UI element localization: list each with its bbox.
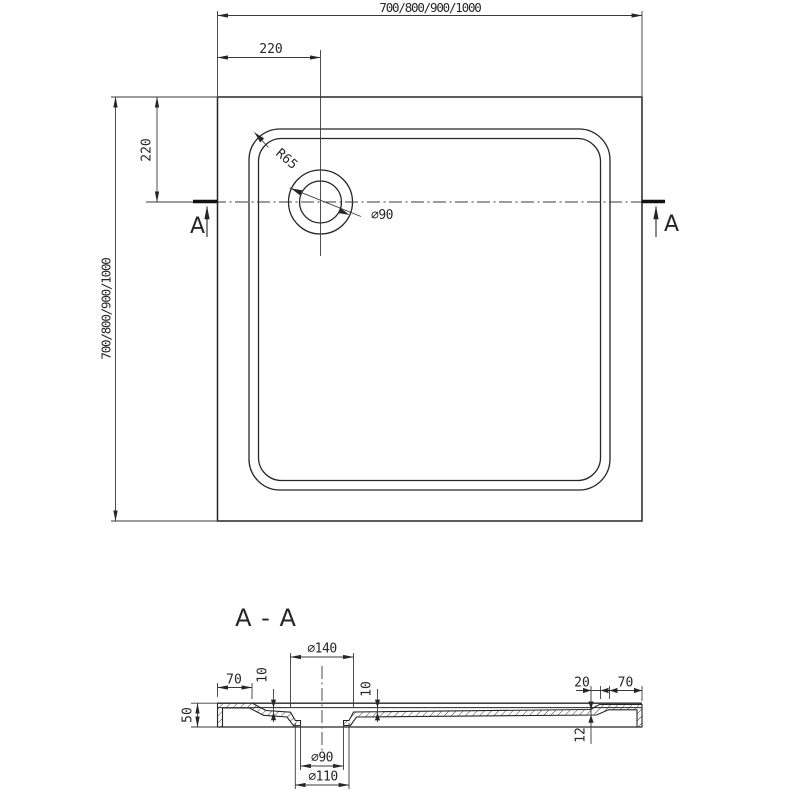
- overall-height-label: 700/800/900/1000: [98, 258, 114, 360]
- recess-diameter-label: ⌀140: [307, 641, 337, 657]
- overall-width-label: 700/800/900/1000: [379, 0, 481, 15]
- depth-center-label: 10: [359, 681, 375, 697]
- left-rim-width-label: 70: [226, 672, 242, 688]
- drain-offset-horizontal-label: 220: [259, 42, 283, 57]
- section-letter-right: A: [663, 212, 680, 237]
- drain-flange-diameter-label: ⌀110: [308, 769, 338, 785]
- drain-hole-diameter-label: ⌀90: [311, 750, 333, 766]
- section-title: A - A: [235, 604, 297, 632]
- base-thickness-label: 12: [573, 727, 589, 743]
- section-letter-left: A: [189, 214, 206, 239]
- depth-left-label: 10: [255, 667, 271, 683]
- drain-offset-vertical-label: 220: [139, 138, 155, 162]
- right-step-width-label: 20: [574, 675, 590, 691]
- right-rim-width-label: 70: [617, 675, 634, 691]
- corner-radius-label: R65: [272, 145, 301, 173]
- drain-diameter-label: ⌀90: [371, 208, 393, 223]
- edge-height-label: 50: [180, 707, 196, 723]
